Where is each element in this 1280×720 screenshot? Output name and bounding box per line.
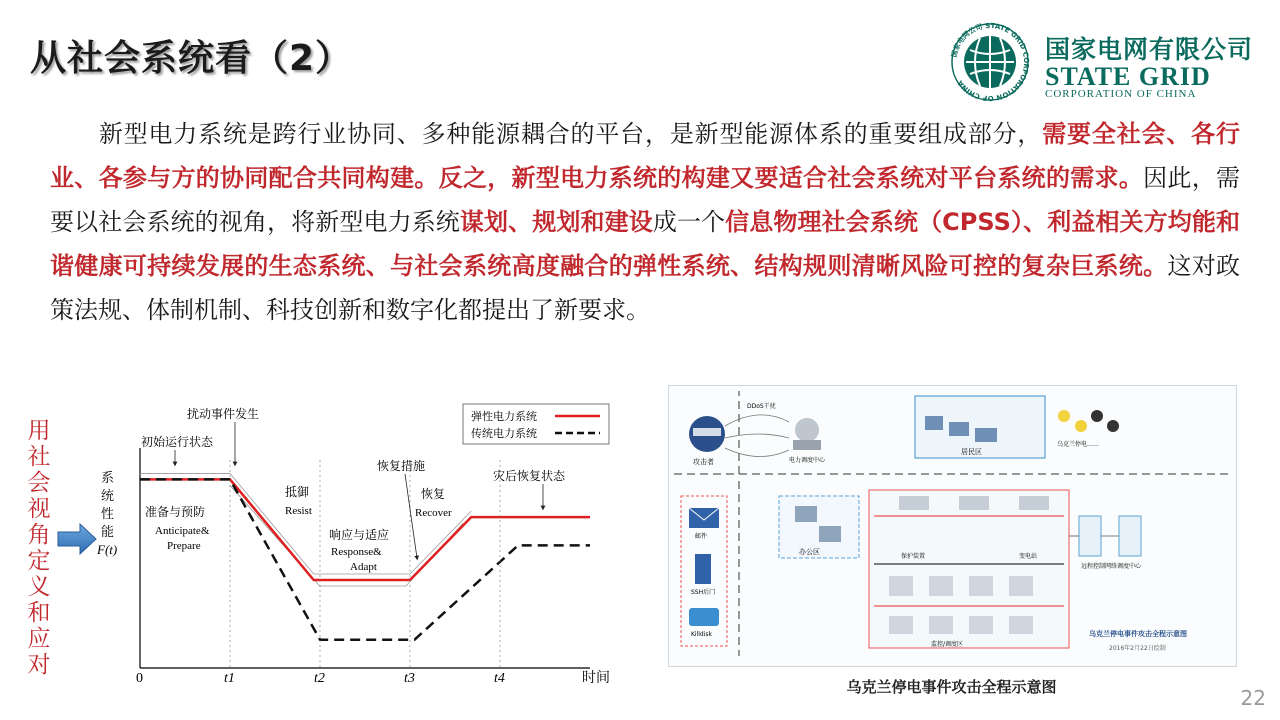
para-seg-1: 需要全社会、各行业、各参与方的协同配合共同构建。反之，新型电力系统的构建又要适合社会系统对平台系统的需求。 [50, 120, 1241, 192]
logo-chinese-name: 国家电网有限公司 [1045, 35, 1254, 64]
x-tick-label-3: t3 [404, 671, 415, 686]
x-tick-label-2: t2 [314, 671, 325, 686]
main-paragraph [50, 112, 1240, 332]
annotation-response-en: Response& [331, 546, 382, 558]
x-tick-label-1: t1 [224, 671, 235, 686]
y-axis-label [96, 471, 117, 557]
y-label-char-2: 性 [101, 507, 115, 522]
label-substation: 变电站 [1019, 553, 1038, 560]
series-layer [140, 479, 590, 639]
legend-label-traditional: 传统电力系统 [471, 427, 537, 440]
mail-icon [689, 508, 719, 528]
label-ddos: DDoS干扰 [747, 403, 776, 410]
side-vertical-label: 用社会视角定义和应对 [27, 418, 51, 678]
label-mail: 邮件 [695, 533, 708, 540]
logo-english-sub: CORPORATION OF CHINA [1045, 88, 1197, 100]
annotation-post-state: 灾后恢复状态 [493, 469, 566, 483]
label-protection: 保护装置 [901, 553, 926, 560]
label-killdisk: Killdisk [691, 631, 713, 638]
x-tick-label-4: t4 [494, 671, 505, 686]
x-tick-label-0: 0 [136, 671, 143, 686]
annotation-prepare-en: Prepare [167, 540, 201, 552]
para-seg-4: 成一个 [652, 208, 726, 236]
label-outage-note: 乌克兰停电…… [1057, 441, 1100, 448]
ssh-server-icon [695, 554, 711, 584]
para-seg-3: 谋划、规划和建设 [459, 208, 653, 236]
attacker-icon [689, 416, 725, 452]
label-control-zone: 监控/调度区 [931, 641, 964, 648]
lightbulb-icons [1058, 410, 1119, 432]
annotation-adapt-en: Adapt [350, 561, 377, 573]
annotation-recover-en: Recover [415, 507, 452, 519]
logo-english-name: STATE GRID [1045, 62, 1211, 91]
para-seg-6: 这对政策法规、体制机制、科技创新和数字化都提出了新要求。 [50, 252, 1241, 324]
para-seg-5: 信息物理社会系统（CPSS）、利益相关方均能和谐健康可持续发展的生态系统、与社会系统高度融合的弹性系统、结构规则清晰风险可控的复杂巨系统。 [50, 208, 1241, 280]
logo-ring-text: 国家电网公司 STATE GRID CORPORATION OF CHINA [950, 22, 1031, 102]
annotation-anticipate-en: Anticipate& [155, 525, 210, 537]
page-number: 22 [1240, 686, 1266, 710]
x-axis-label: 时间 [582, 670, 610, 686]
annotation-recover-cn: 恢复 [421, 487, 446, 501]
slide-title: 从社会系统看（2） [30, 38, 353, 79]
x-tick-layer [136, 460, 505, 686]
annotation-recovery-measures: 恢复措施 [377, 459, 426, 473]
label-power-center: 电力调度中心 [789, 457, 826, 464]
annotation-response-cn: 响应与适应 [329, 528, 390, 542]
attack-diagram-graphic [669, 386, 1236, 666]
legend-label-resilient: 弹性电力系统 [471, 410, 537, 423]
diagram-caption: 乌克兰停电事件攻击全程示意图 [846, 678, 1057, 696]
y-label-char-3: 能 [101, 525, 115, 540]
y-label-char-4: F(t) [97, 542, 118, 557]
label-residential: 居民区 [961, 448, 982, 456]
state-grid-emblem-icon [940, 22, 1040, 102]
right-arrow-icon [56, 522, 98, 556]
killdisk-icon [689, 608, 719, 626]
label-attacker: 攻击者 [693, 458, 714, 466]
label-ssh: SSH后门 [691, 589, 716, 596]
annotation-anticipate-cn: 准备与预防 [145, 505, 206, 519]
label-remote: 远程控制网络 [1081, 563, 1118, 570]
para-seg-2: 因此，需要以社会系统的视角，将新型电力系统 [50, 164, 1241, 236]
para-seg-0: 新型电力系统是跨行业协同、多种能源耦合的平台，是新型能源体系的重要组成部分， [98, 120, 1043, 148]
chart-legend [463, 404, 609, 444]
annotation-disturbance: 扰动事件发生 [187, 407, 260, 421]
power-center-icon [793, 418, 821, 450]
series-line-1 [140, 479, 590, 639]
attack-diagram [668, 385, 1237, 667]
diagram-footnote-date: 2016年2月22日绘制 [1109, 645, 1166, 652]
annotation-initial-state: 初始运行状态 [141, 435, 214, 449]
resilience-chart [95, 398, 625, 690]
annotation-resist-cn: 抵御 [285, 485, 310, 499]
label-office-zone: 办公区 [799, 548, 820, 556]
label-dispatch: 调度中心 [1117, 563, 1142, 570]
diagram-footnote-title: 乌克兰停电事件攻击全程示意图 [1089, 630, 1187, 638]
y-label-char-0: 系 [101, 471, 115, 486]
annotation-resist-en: Resist [285, 505, 312, 517]
y-label-char-1: 统 [101, 489, 115, 504]
